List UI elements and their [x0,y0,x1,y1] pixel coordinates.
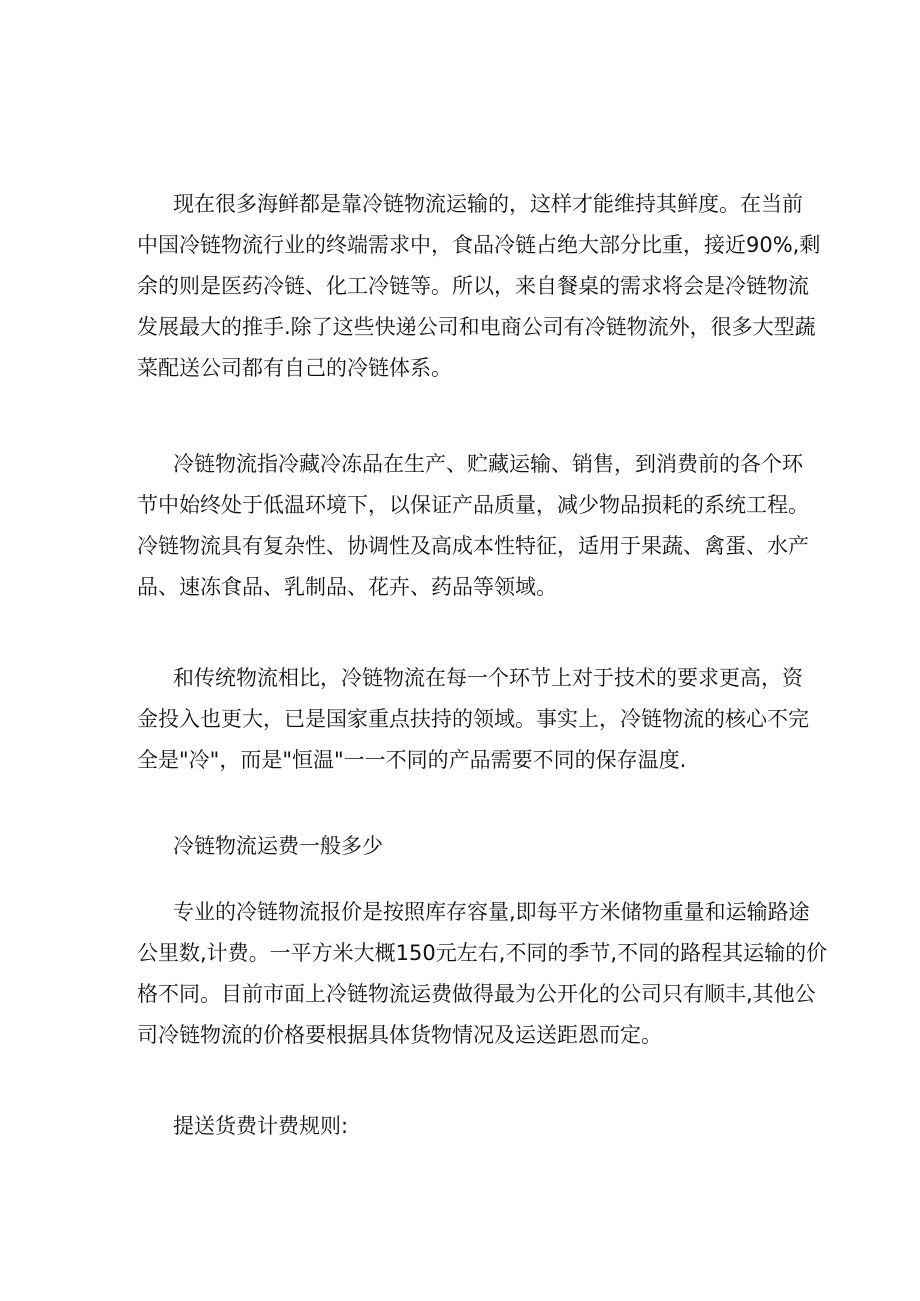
paragraph-cold-chain-definition [137,444,809,608]
text-line: 格不同。目前市面上冷链物流运费做得最为公开化的公司只有顺丰,其他公 [137,982,816,1006]
text-line: 公里数,计费。一平方米大概150元左右,不同的季节,不同的路程其运输的价 [137,941,828,965]
text-line: 发展最大的推手.除了这些快递公司和电商公司有冷链物流外，很多大型蔬 [137,315,816,339]
text-line: 现在很多海鲜都是靠冷链物流运输的，这样才能维持其鲜度。在当前 [173,192,803,216]
text-line: 全是"冷"，而是"恒温"一一不同的产品需要不同的保存温度. [137,748,687,772]
text-line: 节中始终处于低温环境下，以保证产品质量，减少物品损耗的系统工程。 [137,493,809,517]
text-line: 冷链物流具有复杂性、协调性及高成本性特征，适用于果蔬、禽蛋、水产 [137,534,809,558]
text-line: 冷链物流指冷藏冷冻品在生产、贮藏运输、销售，到消费前的各个环 [173,452,803,476]
text-line: 菜配送公司都有自己的冷链体系。 [137,356,452,380]
text-line: 司冷链物流的价格要根据具体货物情况及运送距恩而定。 [137,1023,662,1047]
text-line: 中国冷链物流行业的终端需求中，食品冷链占绝大部分比重，接近90%,剩 [137,233,821,257]
text-line: 余的则是医药冷链、化工冷链等。所以，来自餐桌的需求将会是冷链物流 [137,274,809,298]
section-heading-delivery-rules [137,1106,787,1147]
paragraph-cold-chain-comparison [137,658,809,781]
text-line: 金投入也更大，已是国家重点扶持的领域。事实上，冷链物流的核心不完 [137,707,809,731]
section-heading-freight-cost [137,826,787,867]
paragraph-pricing [137,892,828,1056]
text-line: 冷链物流运费一般多少 [173,834,383,858]
paragraph-seafood-cold-chain [137,184,821,389]
text-line: 和传统物流相比，冷链物流在每一个环节上对于技术的要求更高，资 [173,666,803,690]
text-line: 专业的冷链物流报价是按照库存容量,即每平方米储物重量和运输路途 [173,900,810,924]
text-line: 提送货费计费规则: [173,1114,349,1138]
text-line: 品、速冻食品、乳制品、花卉、药品等领域。 [137,575,557,599]
